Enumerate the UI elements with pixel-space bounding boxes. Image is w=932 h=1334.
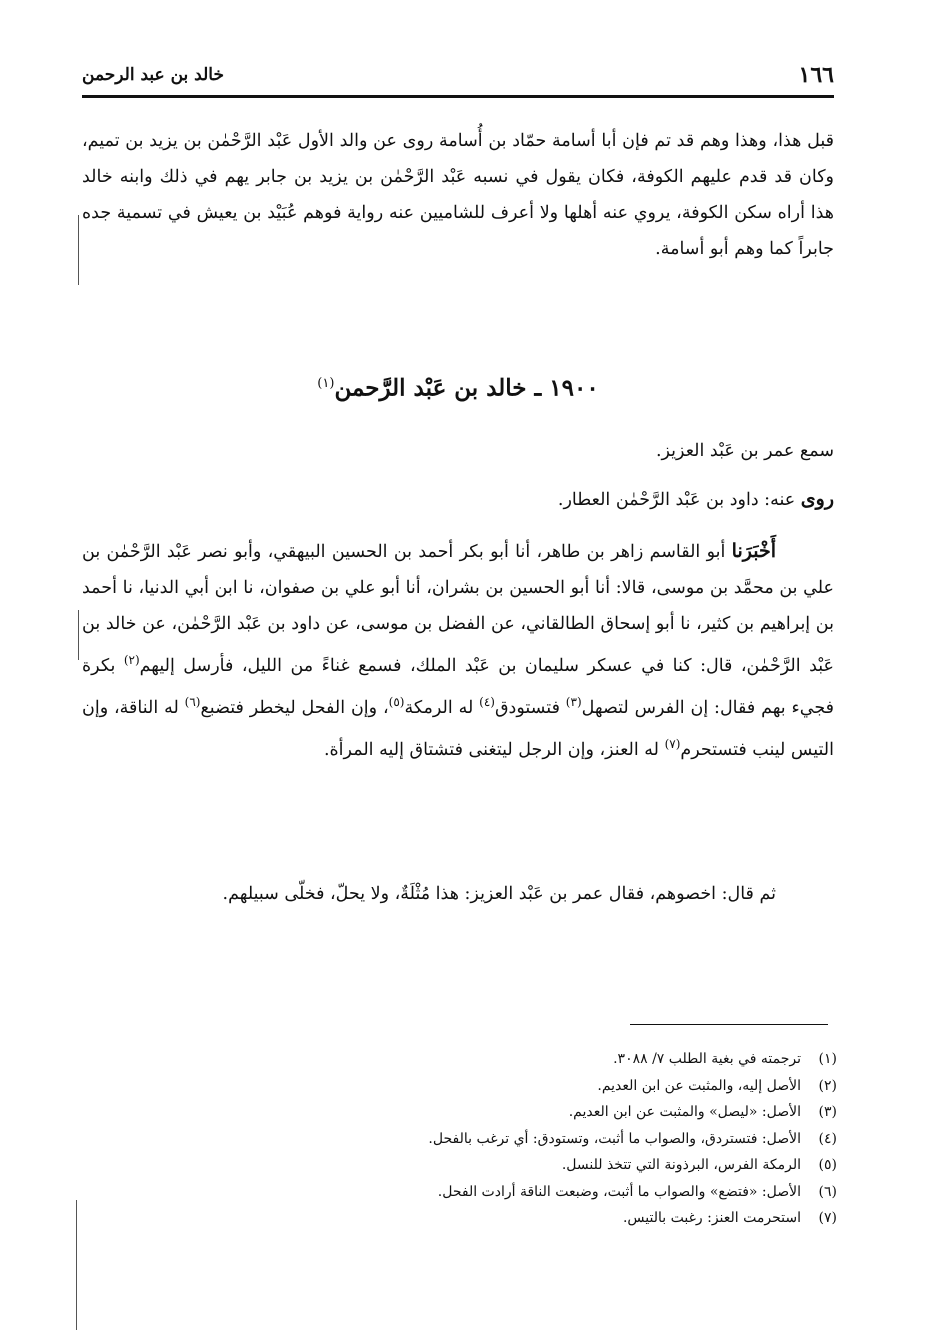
- page-header: [82, 60, 834, 90]
- footnote-text: الأصل: فتستردق، والصواب ما أثبت، وتستودق: أي ترغب بالفحل.: [428, 1130, 801, 1147]
- footnote-item: [277, 1205, 837, 1232]
- footnote-item: [277, 1152, 837, 1179]
- footnote-number: (٦): [818, 1183, 837, 1200]
- narrated-rest: عنه: داود بن عَبْد الرَّحْمٰن العطار.: [557, 490, 796, 510]
- isnad-part2: بكرة فجيء بهم فقال: إن الفرس لتصهل: [82, 655, 834, 718]
- isnad-paragraph: [82, 533, 834, 767]
- narrated-by-line: [558, 481, 834, 518]
- footnote-text: ترجمته في بغية الطلب ٧/ ٣٠٨٨.: [613, 1051, 801, 1067]
- footnote-number: (٣): [818, 1104, 837, 1120]
- footnote-ref-7: (٧): [664, 736, 681, 751]
- footnote-text: الرمكة الفرس، البرذونة التي تتخذ للنسل.: [561, 1157, 801, 1173]
- footnote-text: استحرمت العنز: رغبت بالتيس.: [622, 1210, 801, 1226]
- narrated-lead: روى: [800, 488, 834, 510]
- isnad-part6: له الناقة، وإن التيس لينب فتستحرم: [82, 697, 834, 760]
- footnote-text: الأصل إليه، والمثبت عن ابن العديم.: [597, 1077, 801, 1094]
- footnote-text: الأصل: «ليصل» والمثبت عن ابن العديم.: [568, 1104, 801, 1120]
- footnote-ref-6: (٦): [184, 694, 201, 709]
- isnad-part7: له العنز، وإن الرجل ليتغنى فتشتاق إليه المرأة.: [323, 739, 659, 760]
- footnote-number: (١): [818, 1051, 837, 1067]
- footnote-text: الأصل: «فتضع» والصواب ما أثبت، وضبعت الناقة أرادت الفحل.: [437, 1183, 801, 1200]
- footnote-number: (٤): [818, 1130, 837, 1147]
- isnad-part4: له الرمكة: [404, 697, 474, 718]
- entry-title-footnote-ref: (١): [317, 376, 335, 391]
- footnote-item: [277, 1073, 837, 1100]
- page-number: ١٦٦: [798, 62, 834, 88]
- footnotes-list: [277, 1046, 837, 1232]
- entry-title-text: ١٩٠٠ ـ خالد بن عَبْد الرَّحمن: [334, 374, 599, 402]
- footnote-number: (٢): [818, 1077, 837, 1094]
- closing-paragraph: ثم قال: اخصوهم، فقال عمر بن عَبْد العزيز: هذا مُثْلَةٌ، ولا يحلّ، فخلّى سبيلهم.: [222, 884, 776, 904]
- footnote-item: [277, 1126, 837, 1153]
- footnote-ref-5: (٥): [388, 694, 405, 709]
- isnad-lead: أَخْبَرَنا: [731, 540, 776, 562]
- entry-title: [82, 362, 834, 411]
- footnote-item: [277, 1099, 837, 1126]
- margin-mark: [76, 1200, 77, 1330]
- footnote-ref-4: (٤): [479, 694, 495, 709]
- isnad-part5: ، وإن الفحل ليخطر فتضبع: [200, 697, 389, 718]
- margin-mark: [78, 215, 79, 285]
- intro-paragraph: قبل هذا، وهذا وهم قد تم فإن أبا أسامة حمّاد بن أُسامة روى عن والد الأول عَبْد الرَّحْمٰن بن يزيد بن تميم، وكان قد قدم عليهم الكوفة، فكان يقول في نسبه عَبْد الرَّحْمٰن بن يزيد بن جابر يهم في ذلك وابنه خالد هذا أراه سكن الكوفة، يروي عنه أهلها ولا أعرف للشاميين عنه رواية فوهم عُبَيْد بن يعيش في تسمية جده جابراً كما وهم أبو أسامة.: [82, 131, 834, 259]
- footnote-number: (٥): [818, 1157, 837, 1173]
- margin-mark: [78, 610, 79, 660]
- isnad-part1: أبو القاسم زاهر بن طاهر، أنا أبو بكر أحمد بن الحسين البيهقي، وأبو نصر عَبْد الرَّحْمٰن بن علي بن محمَّد بن موسى، قالا: أنا أبو الحسين بن بشران، أنا أبو علي بن صفوان، نا ابن أبي الدنيا، نا أحمد بن إبراهيم بن كثير، نا أبو إسحاق الطالقاني، عن الفضل بن موسى، عن داود بن عَبْد الرَّحْمٰن، عن خالد بن عَبْد الرَّحْمٰن، قال: كنا في عسكر سليمان بن عَبْد الملك، فسمع غناءً من الليل، فأرسل إليهم: [82, 542, 834, 676]
- footnote-item: [277, 1046, 837, 1073]
- isnad-part3: فتستودق: [494, 697, 560, 718]
- footnote-item: [277, 1179, 837, 1206]
- heard-from-line: سمع عمر بن عَبْد العزيز.: [655, 441, 834, 461]
- footnote-ref-3: (٣): [565, 694, 582, 709]
- footnote-separator: [630, 1024, 828, 1025]
- header-rule: [82, 95, 834, 98]
- footnote-number: (٧): [818, 1210, 837, 1226]
- running-title: خالد بن عبد الرحمن: [82, 65, 224, 85]
- footnote-ref-2: (٢): [123, 653, 140, 667]
